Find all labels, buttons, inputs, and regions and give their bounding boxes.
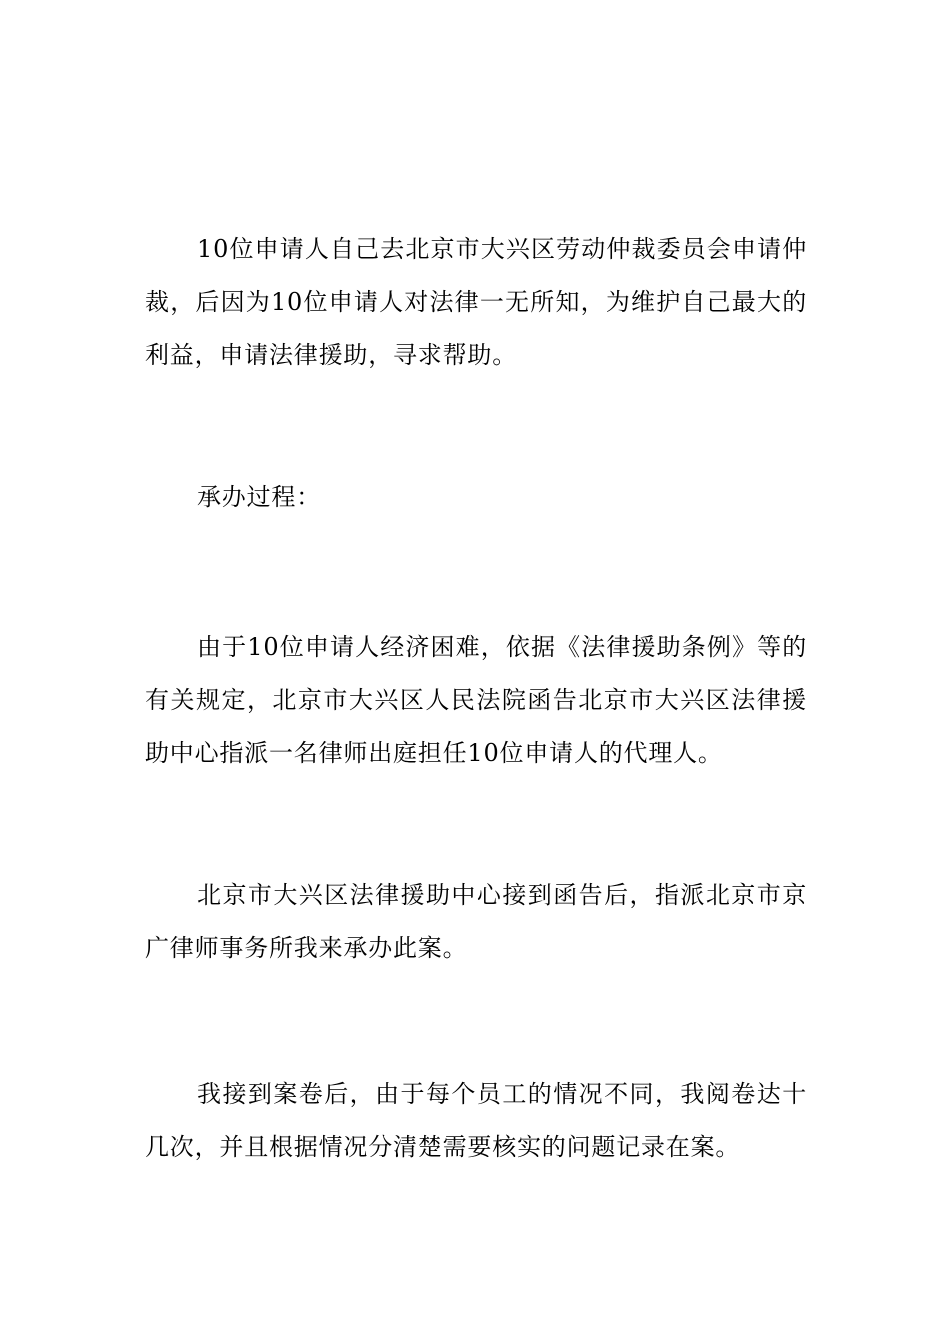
paragraph-case-review: 我接到案卷后，由于每个员工的情况不同，我阅卷达十几次，并且根据情况分清楚需要核实的问题记录在案。 xyxy=(145,1080,807,1161)
paragraph-lawyer-assignment: 北京市大兴区法律援助中心接到函告后，指派北京市京广律师事务所我来承办此案。 xyxy=(145,881,807,962)
paragraph-application-background: 10位申请人自己去北京市大兴区劳动仲裁委员会申请仲裁，后因为10位申请人对法律一无所知，为维护自己最大的利益，申请法律援助，寻求帮助。 xyxy=(145,235,807,369)
paragraph-court-notice: 由于10位申请人经济困难，依据《法律援助条例》等的有关规定，北京市大兴区人民法院函告北京市大兴区法律援助中心指派一名律师出庭担任10位申请人的代理人。 xyxy=(145,633,807,767)
paragraph-process-heading: 承办过程： xyxy=(197,483,321,511)
